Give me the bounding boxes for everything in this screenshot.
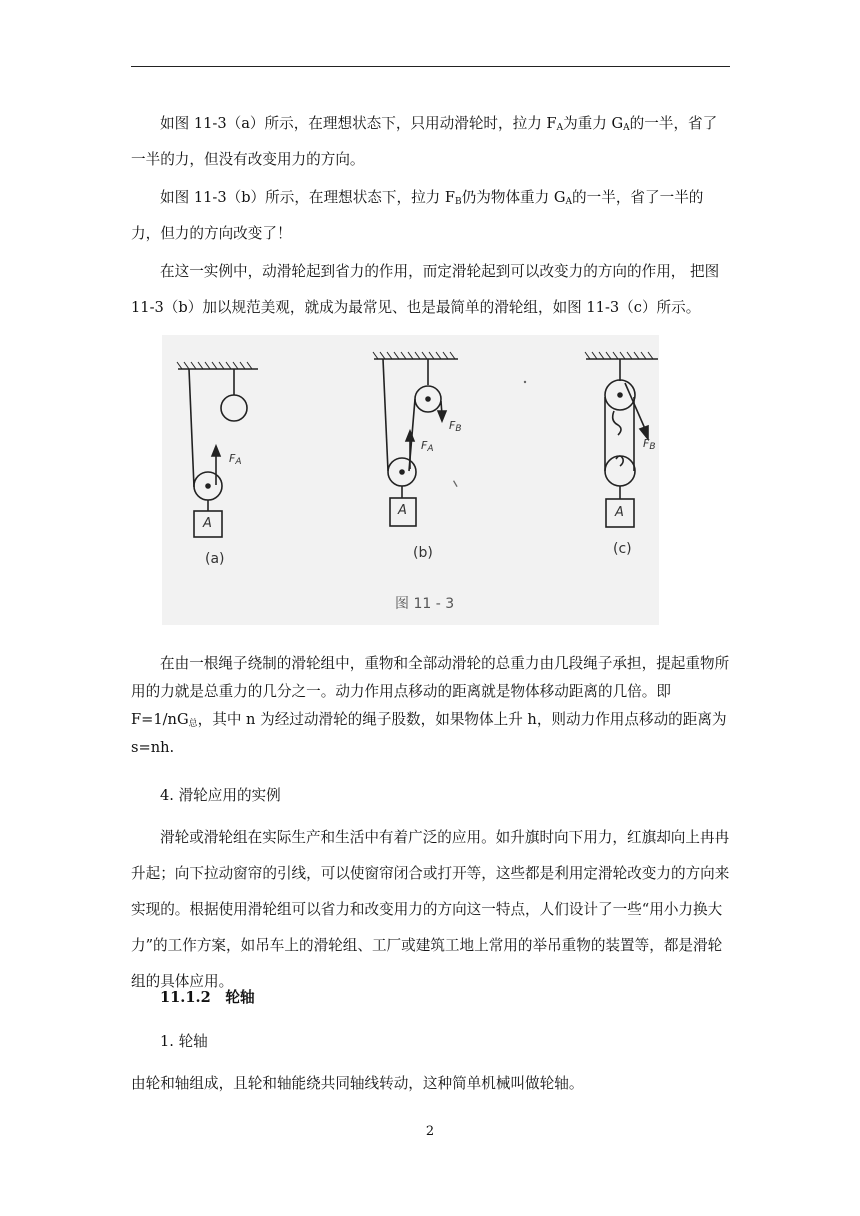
force-label-fb-c: $F_B$ <box>643 437 656 452</box>
box-label-b: A <box>398 503 407 518</box>
header-rule <box>131 66 730 67</box>
list-item-4: 4. 滑轮应用的实例 <box>160 787 281 804</box>
pulley-diagram <box>162 335 659 625</box>
paragraph-2: 如图 11-3（b）所示，在理想状态下，拉力 $F_B$仍为物体重力 $G_A$的一半，省了一半的力，但力的方向改变了！ <box>131 189 704 242</box>
paragraph-7: 由轮和轴组成，且轮和轴能绕共同轴线转动，这种简单机械叫做轮轴。 <box>131 1075 584 1092</box>
paragraph-1: 如图 11-3（a）所示，在理想状态下，只用动滑轮时，拉力 $F_A$为重力 $G_A$的一半，省了一半的力，但没有改变用力的方向。 <box>131 115 718 168</box>
paragraph-4: 在由一根绳子绕制的滑轮组中，重物和全部动滑轮的总重力由几段绳子承担，提起重物所用的力就是总重力的几分之一。动力作用点移动的距离就是物体移动距离的几倍。即 $F=1/nG_总$，其中 n 为经过动滑轮的绳子股数，如果物体上升 h，则动力作用点移动的距离为 s=nh. <box>131 655 730 756</box>
force-label-fa-a: $F_A$ <box>229 452 242 467</box>
box-label-c: A <box>615 505 624 520</box>
box-label-a: A <box>203 516 212 531</box>
pulley-figure <box>162 335 659 625</box>
sublabel-b: (b) <box>413 545 433 561</box>
sublabel-a: (a) <box>205 551 225 567</box>
sublabel-c: (c) <box>613 541 632 557</box>
figure-caption: 图 11 - 3 <box>395 596 455 612</box>
section-heading: 11.1.2 轮轴 <box>160 989 255 1006</box>
page-number: 2 <box>425 1124 435 1139</box>
paragraph-3: 在这一实例中，动滑轮起到省力的作用，而定滑轮起到可以改变力的方向的作用， 把图 11-3（b）加以规范美观，就成为最常见、也是最简单的滑轮组，如图 11-3（c）所示。 <box>131 263 720 316</box>
force-label-fa-b: $F_A$ <box>421 439 434 454</box>
force-label-fb-b: $F_B$ <box>449 419 462 434</box>
list-item-1: 1. 轮轴 <box>160 1033 208 1050</box>
paragraph-6: 滑轮或滑轮组在实际生产和生活中有着广泛的应用。如升旗时向下用力，红旗却向上冉冉升起；向下拉动窗帘的引线，可以使窗帘闭合或打开等，这些都是利用定滑轮改变力的方向来实现的。根据使用滑轮组可以省力和改变用力的方向这一特点，人们设计了一些“用小力换大力”的工作方案，如吊车上的滑轮组、工厂或建筑工地上常用的举吊重物的装置等，都是滑轮组的具体应用。 <box>131 829 730 990</box>
